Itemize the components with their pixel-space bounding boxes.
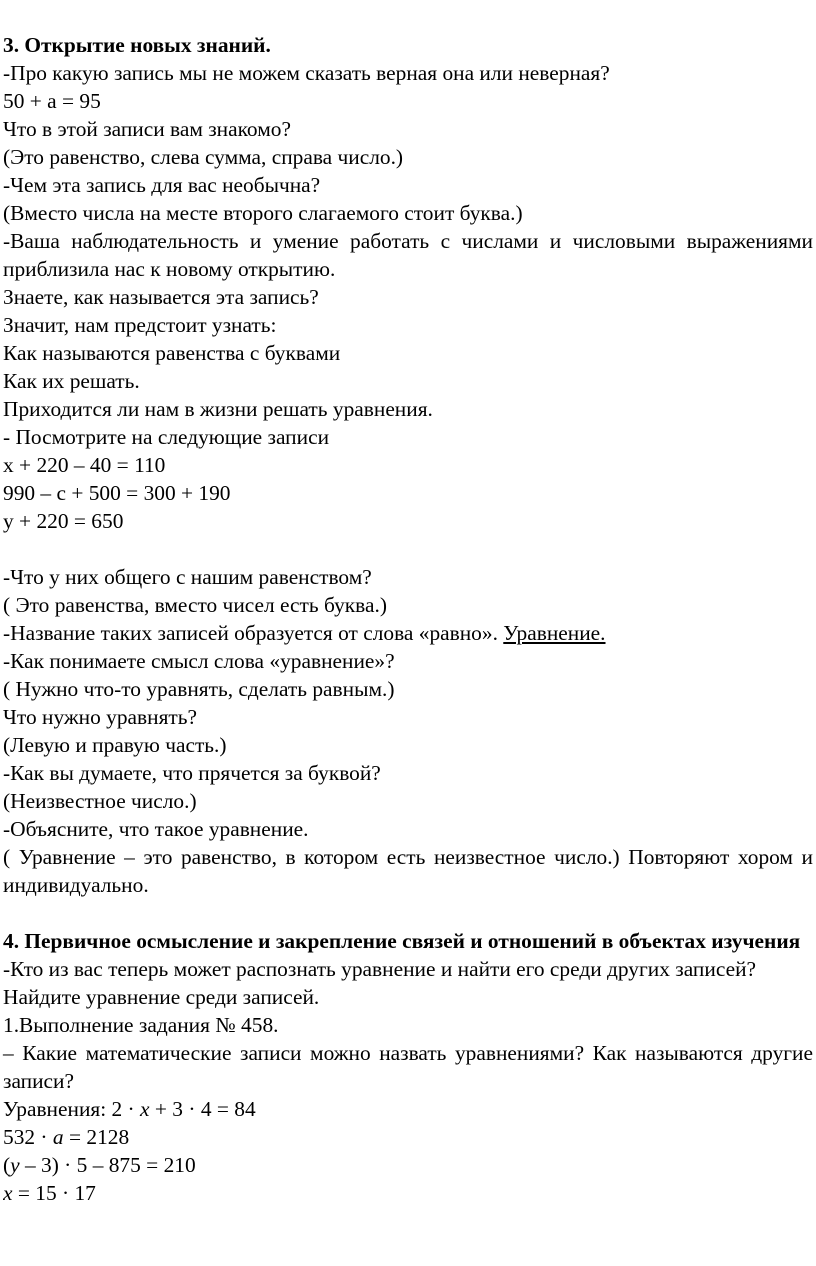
equation-line	[3, 1123, 813, 1151]
text-line: Приходится ли нам в жизни решать уравнения.	[3, 397, 433, 421]
observation-paragraph: -Ваша наблюдательность и умение работать с числами и числовыми выражениями приблизила нас к новому открытию.	[3, 229, 813, 281]
text-line: - Посмотрите на следующие записи	[3, 425, 330, 449]
text-line: Найдите уравнение среди записей.	[3, 985, 320, 1009]
equation-variable: x	[3, 1181, 13, 1205]
equation-variable: a	[52, 1125, 64, 1149]
text-line: Как называются равенства с буквами	[3, 341, 341, 365]
text-line: Знаете, как называется эта запись?	[3, 285, 319, 309]
equation-text: + 3 · 4 = 84	[149, 1097, 256, 1121]
text-line: -Что у них общего с нашим равенством?	[3, 565, 372, 589]
equation-text: = 15 · 17	[12, 1181, 96, 1205]
term-uravnenie: Уравнение.	[503, 621, 606, 645]
section-4-heading: 4. Первичное осмысление и закрепление связей и отношений в объектах изучения	[3, 929, 801, 953]
definition-paragraph: ( Уравнение – это равенство, в котором есть неизвестное число.) Повторяют хором и индивидуально.	[3, 845, 813, 897]
text-line: (Вместо числа на месте второго слагаемого стоит буква.)	[3, 201, 523, 225]
equation-text: (	[3, 1153, 11, 1177]
name-line-text: -Название таких записей образуется от слова «равно».	[3, 621, 504, 645]
text-line: ( Это равенства, вместо чисел есть буква.)	[3, 593, 387, 617]
equation-line	[3, 1095, 813, 1123]
equation-line: 990 – с + 500 = 300 + 190	[3, 481, 231, 505]
task-line: 1.Выполнение задания № 458.	[3, 1013, 279, 1037]
blank-line	[3, 535, 813, 563]
equation-line	[3, 1151, 813, 1179]
recognize-paragraph: -Кто из вас теперь может распознать уравнение и найти его среди других записей?	[3, 957, 757, 981]
text-line: Значит, нам предстоит узнать:	[3, 313, 277, 337]
text-line: -Как вы думаете, что прячется за буквой?	[3, 761, 381, 785]
text-line: (Это равенство, слева сумма, справа число.)	[3, 145, 404, 169]
equation-text: 532 ·	[3, 1125, 53, 1149]
equation-variable: x	[140, 1097, 150, 1121]
equation-line: у + 220 = 650	[3, 509, 124, 533]
equation-text: = 2128	[63, 1125, 130, 1149]
text-line: -Как понимаете смысл слова «уравнение»?	[3, 649, 395, 673]
name-line	[3, 619, 813, 647]
text-line: -Чем эта запись для вас необычна?	[3, 173, 321, 197]
text-line: (Левую и правую часть.)	[3, 733, 227, 757]
equation-text: Уравнения: 2 ·	[3, 1097, 141, 1121]
equation-line: 50 + а = 95	[3, 89, 101, 113]
text-line: Что в этой записи вам знакомо?	[3, 117, 291, 141]
text-line: (Неизвестное число.)	[3, 789, 197, 813]
blank-line	[3, 899, 813, 927]
text-line: -Про какую запись мы не можем сказать верная она или неверная?	[3, 61, 610, 85]
text-line: Как их решать.	[3, 369, 140, 393]
text-line: -Объясните, что такое уравнение.	[3, 817, 309, 841]
question-paragraph: – Какие математические записи можно назвать уравнениями? Как называются другие записи?	[3, 1041, 813, 1093]
equation-line: х + 220 – 40 = 110	[3, 453, 166, 477]
section-3-heading: 3. Открытие новых знаний.	[3, 33, 271, 57]
equation-line	[3, 1179, 813, 1207]
document-content	[3, 31, 813, 1207]
equation-variable: y	[10, 1153, 20, 1177]
text-line: ( Нужно что-то уравнять, сделать равным.)	[3, 677, 395, 701]
equation-text: – 3) · 5 – 875 = 210	[19, 1153, 196, 1177]
text-line: Что нужно уравнять?	[3, 705, 198, 729]
